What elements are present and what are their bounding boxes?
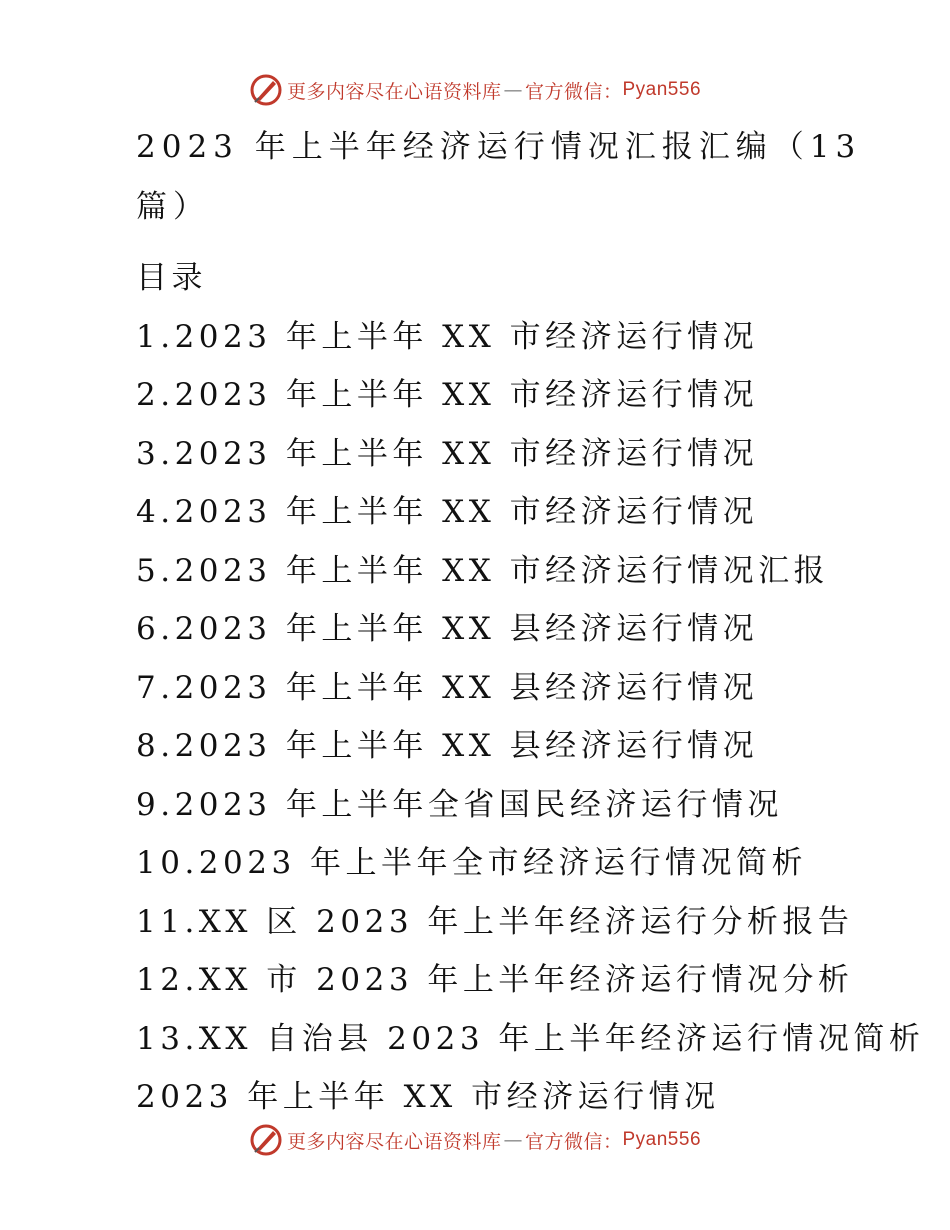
section-title: 2023 年上半年 XX 市经济运行情况 — [136, 1079, 720, 1115]
toc-item: 4.2023 年上半年 XX 市经济运行情况 — [136, 494, 759, 530]
toc-item: 2.2023 年上半年 XX 市经济运行情况 — [136, 377, 759, 413]
toc-list — [136, 308, 925, 1069]
toc-item: 5.2023 年上半年 XX 市经济运行情况汇报 — [136, 552, 830, 589]
toc-item: 10.2023 年上半年全市经济运行情况简析 — [136, 845, 808, 881]
toc-heading: 目录 — [136, 260, 207, 296]
watermark-suffix: 官方微信： — [524, 80, 623, 103]
quill-seal-icon — [249, 1123, 283, 1157]
document-body — [136, 117, 925, 1127]
toc-item: 13.XX 自治县 2023 年上半年经济运行情况简析 — [136, 1020, 925, 1057]
watermark-id: Pyan556 — [622, 79, 702, 100]
watermark-text: 更多内容尽在心语资料库 — [286, 80, 502, 103]
toc-item: 3.2023 年上半年 XX 市经济运行情况 — [136, 435, 759, 472]
toc-item: 11.XX 区 2023 年上半年经济运行分析报告 — [136, 903, 854, 940]
watermark-suffix: 官方微信： — [524, 1130, 623, 1153]
quill-seal-icon — [249, 73, 283, 107]
toc-item: 9.2023 年上半年全省国民经济运行情况 — [136, 786, 783, 823]
toc-item: 1.2023 年上半年 XX 市经济运行情况 — [136, 318, 759, 355]
watermark-separator: — — [503, 79, 523, 101]
watermark-id: Pyan556 — [622, 1129, 702, 1150]
watermark-separator: — — [503, 1129, 523, 1151]
toc-item: 8.2023 年上半年 XX 县经济运行情况 — [136, 728, 759, 764]
document-title: 2023 年上半年经济运行情况汇报汇编（13篇） — [136, 129, 862, 225]
toc-item: 12.XX 市 2023 年上半年经济运行情况分析 — [136, 962, 854, 998]
toc-item: 7.2023 年上半年 XX 县经济运行情况 — [136, 669, 759, 706]
toc-item: 6.2023 年上半年 XX 县经济运行情况 — [136, 611, 759, 647]
footer-watermark — [0, 1123, 950, 1157]
header-watermark — [0, 73, 950, 107]
watermark-text: 更多内容尽在心语资料库 — [286, 1130, 502, 1153]
